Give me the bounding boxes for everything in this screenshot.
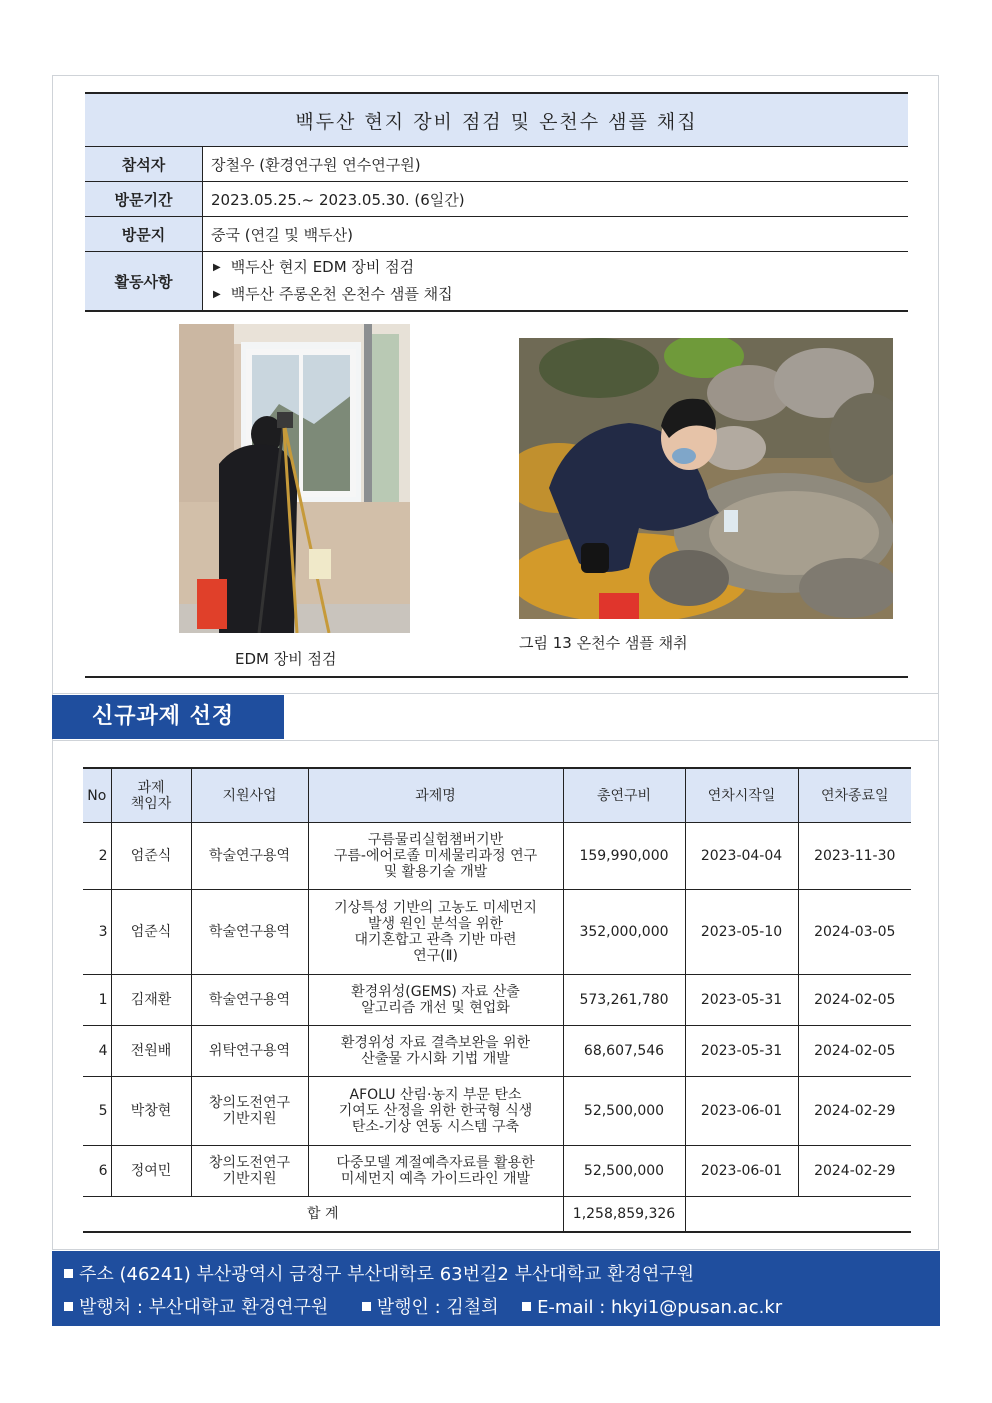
total-label: 합 계 — [83, 1197, 563, 1233]
total-blank — [685, 1197, 911, 1233]
cell-end: 2024-03-05 — [798, 890, 911, 975]
table-row — [83, 975, 911, 1026]
footer-info-line — [64, 1293, 782, 1319]
triangle-bullet-icon: ▶ — [213, 289, 221, 300]
column-header: No — [83, 768, 111, 823]
cell-program: 창의도전연구 기반지원 — [191, 1077, 308, 1146]
cell-start: 2023-05-31 — [685, 975, 798, 1026]
project-header-row — [83, 768, 911, 823]
cell-no: 5 — [83, 1077, 111, 1146]
cell-program: 학술연구용역 — [191, 975, 308, 1026]
cell-start: 2023-05-10 — [685, 890, 798, 975]
cell-end: 2024-02-05 — [798, 975, 911, 1026]
column-header: 총연구비 — [563, 768, 685, 823]
cell-pi: 엄준식 — [111, 890, 191, 975]
cell-no: 4 — [83, 1026, 111, 1077]
square-bullet-icon — [64, 1269, 73, 1278]
cell-no: 2 — [83, 823, 111, 890]
cell-budget: 68,607,546 — [563, 1026, 685, 1077]
footer — [52, 1251, 940, 1326]
table-row — [83, 1146, 911, 1197]
cell-program: 위탁연구용역 — [191, 1026, 308, 1077]
cell-title: 구름물리실험챔버기반 구름-에어로졸 미세물리과정 연구 및 활용기술 개발 — [308, 823, 563, 890]
triangle-bullet-icon: ▶ — [213, 262, 221, 273]
cell-program: 학술연구용역 — [191, 823, 308, 890]
cell-title: 다중모델 계절예측자료를 활용한 미세먼지 예측 가이드라인 개발 — [308, 1146, 563, 1197]
cell-no: 3 — [83, 890, 111, 975]
participant-label: 참석자 — [85, 147, 203, 182]
table-row — [83, 1077, 911, 1146]
cell-budget: 159,990,000 — [563, 823, 685, 890]
cell-pi: 김재환 — [111, 975, 191, 1026]
place-value: 중국 (연길 및 백두산) — [203, 217, 909, 252]
cell-title: 환경위성(GEMS) 자료 산출 알고리즘 개선 및 현업화 — [308, 975, 563, 1026]
cell-start: 2023-06-01 — [685, 1077, 798, 1146]
right-photo-caption: 그림 13 온천수 샘플 채취 — [519, 634, 688, 652]
cell-budget: 573,261,780 — [563, 975, 685, 1026]
activities-label: 활동사항 — [85, 252, 203, 312]
cell-program: 창의도전연구 기반지원 — [191, 1146, 308, 1197]
left-photo-caption: EDM 장비 점검 — [235, 650, 337, 668]
footer-publisher: 발행처 : 부산대학교 환경연구원 — [79, 1297, 329, 1318]
cell-budget: 52,500,000 — [563, 1077, 685, 1146]
table-row — [83, 823, 911, 890]
cell-no: 6 — [83, 1146, 111, 1197]
edm-inspection-photo — [179, 324, 410, 633]
square-bullet-icon — [522, 1302, 531, 1311]
cell-title: AFOLU 산림·농지 부문 탄소 기여도 산정을 위한 한국형 식생 탄소-기상 연동 시스템 구축 — [308, 1077, 563, 1146]
cell-budget: 52,500,000 — [563, 1146, 685, 1197]
cell-pi: 박창현 — [111, 1077, 191, 1146]
total-value: 1,258,859,326 — [563, 1197, 685, 1233]
cell-title: 환경위성 자료 결측보완을 위한 산출물 가시화 기법 개발 — [308, 1026, 563, 1077]
cell-start: 2023-06-01 — [685, 1146, 798, 1197]
cell-budget: 352,000,000 — [563, 890, 685, 975]
footer-email[interactable]: E-mail : hkyi1@pusan.ac.kr — [537, 1297, 783, 1318]
footer-address: 주소 (46241) 부산광역시 금정구 부산대학로 63번길2 부산대학교 환경연구원 — [79, 1264, 695, 1285]
cell-pi: 전원배 — [111, 1026, 191, 1077]
column-header: 과제명 — [308, 768, 563, 823]
activity-title: 백두산 현지 장비 점검 및 온천수 샘플 채집 — [85, 93, 908, 147]
cell-end: 2024-02-29 — [798, 1146, 911, 1197]
column-header: 과제 책임자 — [111, 768, 191, 823]
participant-value: 장철우 (환경연구원 연수연구원) — [203, 147, 909, 182]
activities-list — [203, 252, 909, 312]
cell-pi: 엄준식 — [111, 823, 191, 890]
cell-end: 2024-02-05 — [798, 1026, 911, 1077]
footer-address-line — [64, 1260, 694, 1286]
cell-start: 2023-04-04 — [685, 823, 798, 890]
total-row — [83, 1197, 911, 1233]
activity-table — [85, 92, 908, 312]
cell-pi: 정여민 — [111, 1146, 191, 1197]
column-header: 연차종료일 — [798, 768, 911, 823]
activity-item: ▶ 백두산 주롱온천 온천수 샘플 채집 — [211, 281, 908, 308]
activity-item: ▶ 백두산 현지 EDM 장비 점검 — [211, 254, 908, 281]
hot-spring-sampling-photo — [519, 338, 893, 619]
column-header: 지원사업 — [191, 768, 308, 823]
cell-start: 2023-05-31 — [685, 1026, 798, 1077]
cell-end: 2024-02-29 — [798, 1077, 911, 1146]
project-table — [83, 767, 911, 1233]
column-header: 연차시작일 — [685, 768, 798, 823]
period-label: 방문기간 — [85, 182, 203, 217]
table-row — [83, 1026, 911, 1077]
period-value: 2023.05.25.~ 2023.05.30. (6일간) — [203, 182, 909, 217]
cell-title: 기상특성 기반의 고농도 미세먼지 발생 원인 분석을 위한 대기혼합고 관측 기반 마련 연구(Ⅱ) — [308, 890, 563, 975]
cell-program: 학술연구용역 — [191, 890, 308, 975]
footer-issuer: 발행인 : 김철희 — [376, 1297, 499, 1318]
table-row — [83, 890, 911, 975]
section-divider — [85, 676, 908, 678]
place-label: 방문지 — [85, 217, 203, 252]
square-bullet-icon — [64, 1302, 73, 1311]
section-title: 신규과제 선정 — [52, 695, 284, 739]
square-bullet-icon — [362, 1302, 371, 1311]
cell-end: 2023-11-30 — [798, 823, 911, 890]
cell-no: 1 — [83, 975, 111, 1026]
